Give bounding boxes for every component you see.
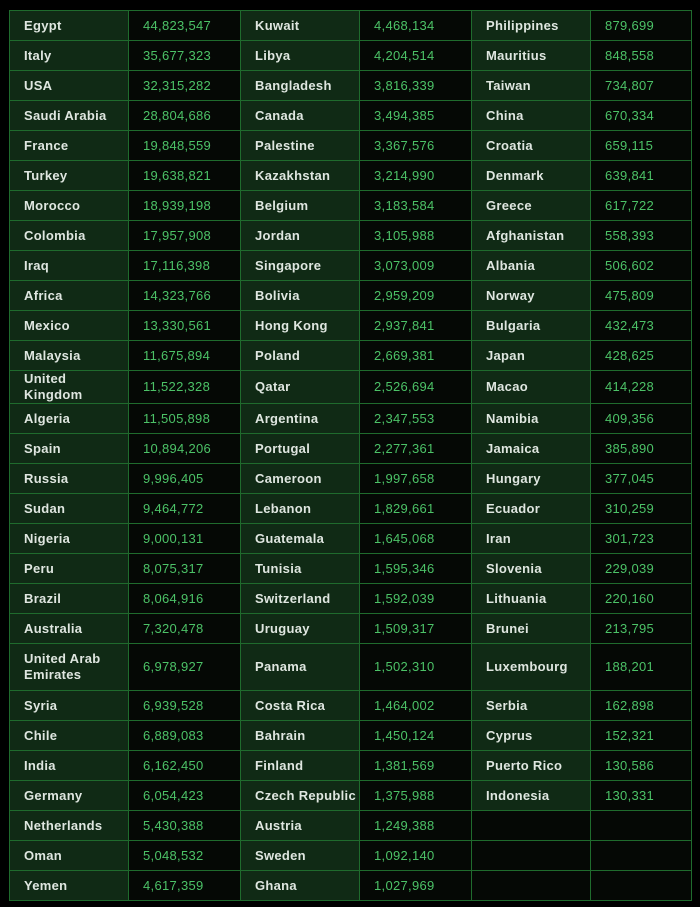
country-name-cell: Taiwan: [472, 71, 591, 101]
table-row: [10, 811, 692, 841]
table-body: [10, 11, 692, 901]
country-name-cell: Chile: [10, 721, 129, 751]
table-row: [10, 584, 692, 614]
country-name-cell: Sweden: [241, 841, 360, 871]
country-value-cell: 1,509,317: [360, 614, 472, 644]
country-value-cell: 17,116,398: [129, 251, 241, 281]
country-name-cell: Macao: [472, 371, 591, 404]
country-name-cell: Hong Kong: [241, 311, 360, 341]
country-name-cell: Peru: [10, 554, 129, 584]
table-row: [10, 841, 692, 871]
table-row: [10, 781, 692, 811]
country-value-cell: 1,375,988: [360, 781, 472, 811]
country-name-cell: Bulgaria: [472, 311, 591, 341]
table-row: [10, 524, 692, 554]
empty-cell: [591, 811, 692, 841]
country-name-cell: Ecuador: [472, 494, 591, 524]
country-name-cell: Panama: [241, 644, 360, 691]
country-value-cell: 18,939,198: [129, 191, 241, 221]
country-value-cell: 2,347,553: [360, 404, 472, 434]
country-name-cell: Argentina: [241, 404, 360, 434]
country-value-cell: 3,367,576: [360, 131, 472, 161]
table-row: [10, 494, 692, 524]
table-row: [10, 751, 692, 781]
country-name-cell: Namibia: [472, 404, 591, 434]
country-name-cell: USA: [10, 71, 129, 101]
country-name-cell: Kazakhstan: [241, 161, 360, 191]
country-name-cell: Colombia: [10, 221, 129, 251]
country-name-cell: Malaysia: [10, 341, 129, 371]
country-value-cell: 229,039: [591, 554, 692, 584]
country-name-cell: Bahrain: [241, 721, 360, 751]
country-name-cell: Morocco: [10, 191, 129, 221]
table-row: [10, 191, 692, 221]
country-value-cell: 1,645,068: [360, 524, 472, 554]
country-value-cell: 2,277,361: [360, 434, 472, 464]
country-value-cell: 19,638,821: [129, 161, 241, 191]
country-value-cell: 44,823,547: [129, 11, 241, 41]
table-row: [10, 554, 692, 584]
table-row: [10, 101, 692, 131]
country-name-cell: Japan: [472, 341, 591, 371]
country-value-cell: 8,075,317: [129, 554, 241, 584]
table-row: [10, 341, 692, 371]
country-value-cell: 2,959,209: [360, 281, 472, 311]
country-name-cell: Syria: [10, 691, 129, 721]
country-value-cell: 220,160: [591, 584, 692, 614]
country-name-cell: Serbia: [472, 691, 591, 721]
country-value-cell: 3,214,990: [360, 161, 472, 191]
country-value-cell: 6,889,083: [129, 721, 241, 751]
country-value-cell: 5,048,532: [129, 841, 241, 871]
country-value-cell: 1,092,140: [360, 841, 472, 871]
country-value-cell: 130,331: [591, 781, 692, 811]
country-value-cell: 213,795: [591, 614, 692, 644]
country-value-cell: 2,526,694: [360, 371, 472, 404]
country-value-cell: 2,669,381: [360, 341, 472, 371]
country-value-cell: 14,323,766: [129, 281, 241, 311]
empty-cell: [472, 871, 591, 901]
country-value-cell: 879,699: [591, 11, 692, 41]
table-row: [10, 221, 692, 251]
country-name-cell: Puerto Rico: [472, 751, 591, 781]
country-value-cell: 10,894,206: [129, 434, 241, 464]
country-name-cell: Saudi Arabia: [10, 101, 129, 131]
country-value-cell: 659,115: [591, 131, 692, 161]
table-row: [10, 281, 692, 311]
country-value-cell: 11,505,898: [129, 404, 241, 434]
country-name-cell: Cameroon: [241, 464, 360, 494]
country-value-cell: 432,473: [591, 311, 692, 341]
country-name-cell: Lithuania: [472, 584, 591, 614]
country-value-cell: 5,430,388: [129, 811, 241, 841]
country-name-cell: Guatemala: [241, 524, 360, 554]
country-name-cell: Brazil: [10, 584, 129, 614]
country-name-cell: Libya: [241, 41, 360, 71]
country-name-cell: Philippines: [472, 11, 591, 41]
country-name-cell: Czech Republic: [241, 781, 360, 811]
country-name-cell: Hungary: [472, 464, 591, 494]
country-name-cell: Albania: [472, 251, 591, 281]
country-name-cell: Bangladesh: [241, 71, 360, 101]
country-name-cell: Afghanistan: [472, 221, 591, 251]
country-value-cell: 301,723: [591, 524, 692, 554]
country-value-cell: 1,997,658: [360, 464, 472, 494]
country-name-cell: Nigeria: [10, 524, 129, 554]
country-name-cell: Brunei: [472, 614, 591, 644]
country-name-cell: Canada: [241, 101, 360, 131]
country-value-cell: 4,204,514: [360, 41, 472, 71]
country-name-cell: Iran: [472, 524, 591, 554]
country-name-cell: Lebanon: [241, 494, 360, 524]
country-value-cell: 670,334: [591, 101, 692, 131]
country-value-cell: 3,816,339: [360, 71, 472, 101]
country-value-cell: 6,939,528: [129, 691, 241, 721]
country-name-cell: Belgium: [241, 191, 360, 221]
country-value-cell: 3,494,385: [360, 101, 472, 131]
country-value-cell: 1,249,388: [360, 811, 472, 841]
country-name-cell: China: [472, 101, 591, 131]
country-name-cell: Qatar: [241, 371, 360, 404]
country-name-cell: Italy: [10, 41, 129, 71]
country-name-cell: Poland: [241, 341, 360, 371]
table-row: [10, 311, 692, 341]
country-value-cell: 17,957,908: [129, 221, 241, 251]
table-row: [10, 131, 692, 161]
country-name-cell: Mexico: [10, 311, 129, 341]
country-value-cell: 28,804,686: [129, 101, 241, 131]
country-value-cell: 6,162,450: [129, 751, 241, 781]
empty-cell: [591, 841, 692, 871]
country-name-cell: Sudan: [10, 494, 129, 524]
country-value-cell: 4,617,359: [129, 871, 241, 901]
country-name-cell: Spain: [10, 434, 129, 464]
country-name-cell: Austria: [241, 811, 360, 841]
country-value-cell: 1,027,969: [360, 871, 472, 901]
country-name-cell: Switzerland: [241, 584, 360, 614]
country-values-table: [9, 10, 692, 901]
table-row: [10, 11, 692, 41]
country-name-cell: United Arab Emirates: [10, 644, 129, 691]
country-value-cell: 848,558: [591, 41, 692, 71]
country-name-cell: Cyprus: [472, 721, 591, 751]
country-name-cell: Palestine: [241, 131, 360, 161]
country-value-cell: 188,201: [591, 644, 692, 691]
country-name-cell: United Kingdom: [10, 371, 129, 404]
country-name-cell: Algeria: [10, 404, 129, 434]
country-value-cell: 6,978,927: [129, 644, 241, 691]
country-value-cell: 152,321: [591, 721, 692, 751]
country-value-cell: 734,807: [591, 71, 692, 101]
empty-cell: [591, 871, 692, 901]
country-name-cell: Oman: [10, 841, 129, 871]
country-value-cell: 558,393: [591, 221, 692, 251]
country-name-cell: Mauritius: [472, 41, 591, 71]
country-name-cell: Finland: [241, 751, 360, 781]
country-value-cell: 11,522,328: [129, 371, 241, 404]
country-value-cell: 1,595,346: [360, 554, 472, 584]
country-value-cell: 3,105,988: [360, 221, 472, 251]
country-name-cell: Australia: [10, 614, 129, 644]
country-value-cell: 310,259: [591, 494, 692, 524]
country-name-cell: France: [10, 131, 129, 161]
country-value-cell: 475,809: [591, 281, 692, 311]
country-value-cell: 2,937,841: [360, 311, 472, 341]
country-name-cell: Iraq: [10, 251, 129, 281]
country-name-cell: Turkey: [10, 161, 129, 191]
country-value-cell: 639,841: [591, 161, 692, 191]
country-name-cell: Jordan: [241, 221, 360, 251]
table-row: [10, 404, 692, 434]
country-value-cell: 9,000,131: [129, 524, 241, 554]
country-name-cell: Portugal: [241, 434, 360, 464]
country-value-cell: 409,356: [591, 404, 692, 434]
country-name-cell: Africa: [10, 281, 129, 311]
country-value-cell: 9,996,405: [129, 464, 241, 494]
table-row: [10, 71, 692, 101]
country-value-cell: 617,722: [591, 191, 692, 221]
table-row: [10, 41, 692, 71]
country-name-cell: Kuwait: [241, 11, 360, 41]
country-name-cell: Luxembourg: [472, 644, 591, 691]
table-row: [10, 251, 692, 281]
country-value-cell: 11,675,894: [129, 341, 241, 371]
table-row: [10, 161, 692, 191]
table-row: [10, 464, 692, 494]
country-value-cell: 32,315,282: [129, 71, 241, 101]
country-name-cell: Greece: [472, 191, 591, 221]
table-row: [10, 691, 692, 721]
country-value-cell: 1,829,661: [360, 494, 472, 524]
country-value-cell: 506,602: [591, 251, 692, 281]
country-name-cell: Egypt: [10, 11, 129, 41]
country-name-cell: Germany: [10, 781, 129, 811]
country-value-cell: 1,592,039: [360, 584, 472, 614]
table-row: [10, 614, 692, 644]
country-value-cell: 3,073,009: [360, 251, 472, 281]
country-value-cell: 13,330,561: [129, 311, 241, 341]
country-name-cell: Singapore: [241, 251, 360, 281]
country-name-cell: Slovenia: [472, 554, 591, 584]
country-value-cell: 1,464,002: [360, 691, 472, 721]
country-name-cell: Tunisia: [241, 554, 360, 584]
table-row: [10, 871, 692, 901]
empty-cell: [472, 841, 591, 871]
country-value-cell: 9,464,772: [129, 494, 241, 524]
country-name-cell: Indonesia: [472, 781, 591, 811]
table-row: [10, 371, 692, 404]
country-name-cell: Jamaica: [472, 434, 591, 464]
country-value-cell: 385,890: [591, 434, 692, 464]
country-value-cell: 7,320,478: [129, 614, 241, 644]
country-name-cell: Croatia: [472, 131, 591, 161]
country-value-cell: 414,228: [591, 371, 692, 404]
country-value-cell: 6,054,423: [129, 781, 241, 811]
country-name-cell: Costa Rica: [241, 691, 360, 721]
country-value-cell: 1,450,124: [360, 721, 472, 751]
table-row: [10, 434, 692, 464]
country-name-cell: Norway: [472, 281, 591, 311]
table-row: [10, 644, 692, 691]
country-name-cell: India: [10, 751, 129, 781]
country-value-cell: 8,064,916: [129, 584, 241, 614]
country-name-cell: Russia: [10, 464, 129, 494]
country-name-cell: Yemen: [10, 871, 129, 901]
country-value-cell: 1,502,310: [360, 644, 472, 691]
country-value-cell: 19,848,559: [129, 131, 241, 161]
country-name-cell: Denmark: [472, 161, 591, 191]
country-name-cell: Netherlands: [10, 811, 129, 841]
country-value-cell: 162,898: [591, 691, 692, 721]
table-row: [10, 721, 692, 751]
country-value-cell: 130,586: [591, 751, 692, 781]
country-name-cell: Uruguay: [241, 614, 360, 644]
country-value-cell: 35,677,323: [129, 41, 241, 71]
country-value-cell: 3,183,584: [360, 191, 472, 221]
country-value-cell: 1,381,569: [360, 751, 472, 781]
country-name-cell: Bolivia: [241, 281, 360, 311]
country-value-cell: 428,625: [591, 341, 692, 371]
country-name-cell: Ghana: [241, 871, 360, 901]
empty-cell: [472, 811, 591, 841]
country-value-cell: 377,045: [591, 464, 692, 494]
country-value-cell: 4,468,134: [360, 11, 472, 41]
